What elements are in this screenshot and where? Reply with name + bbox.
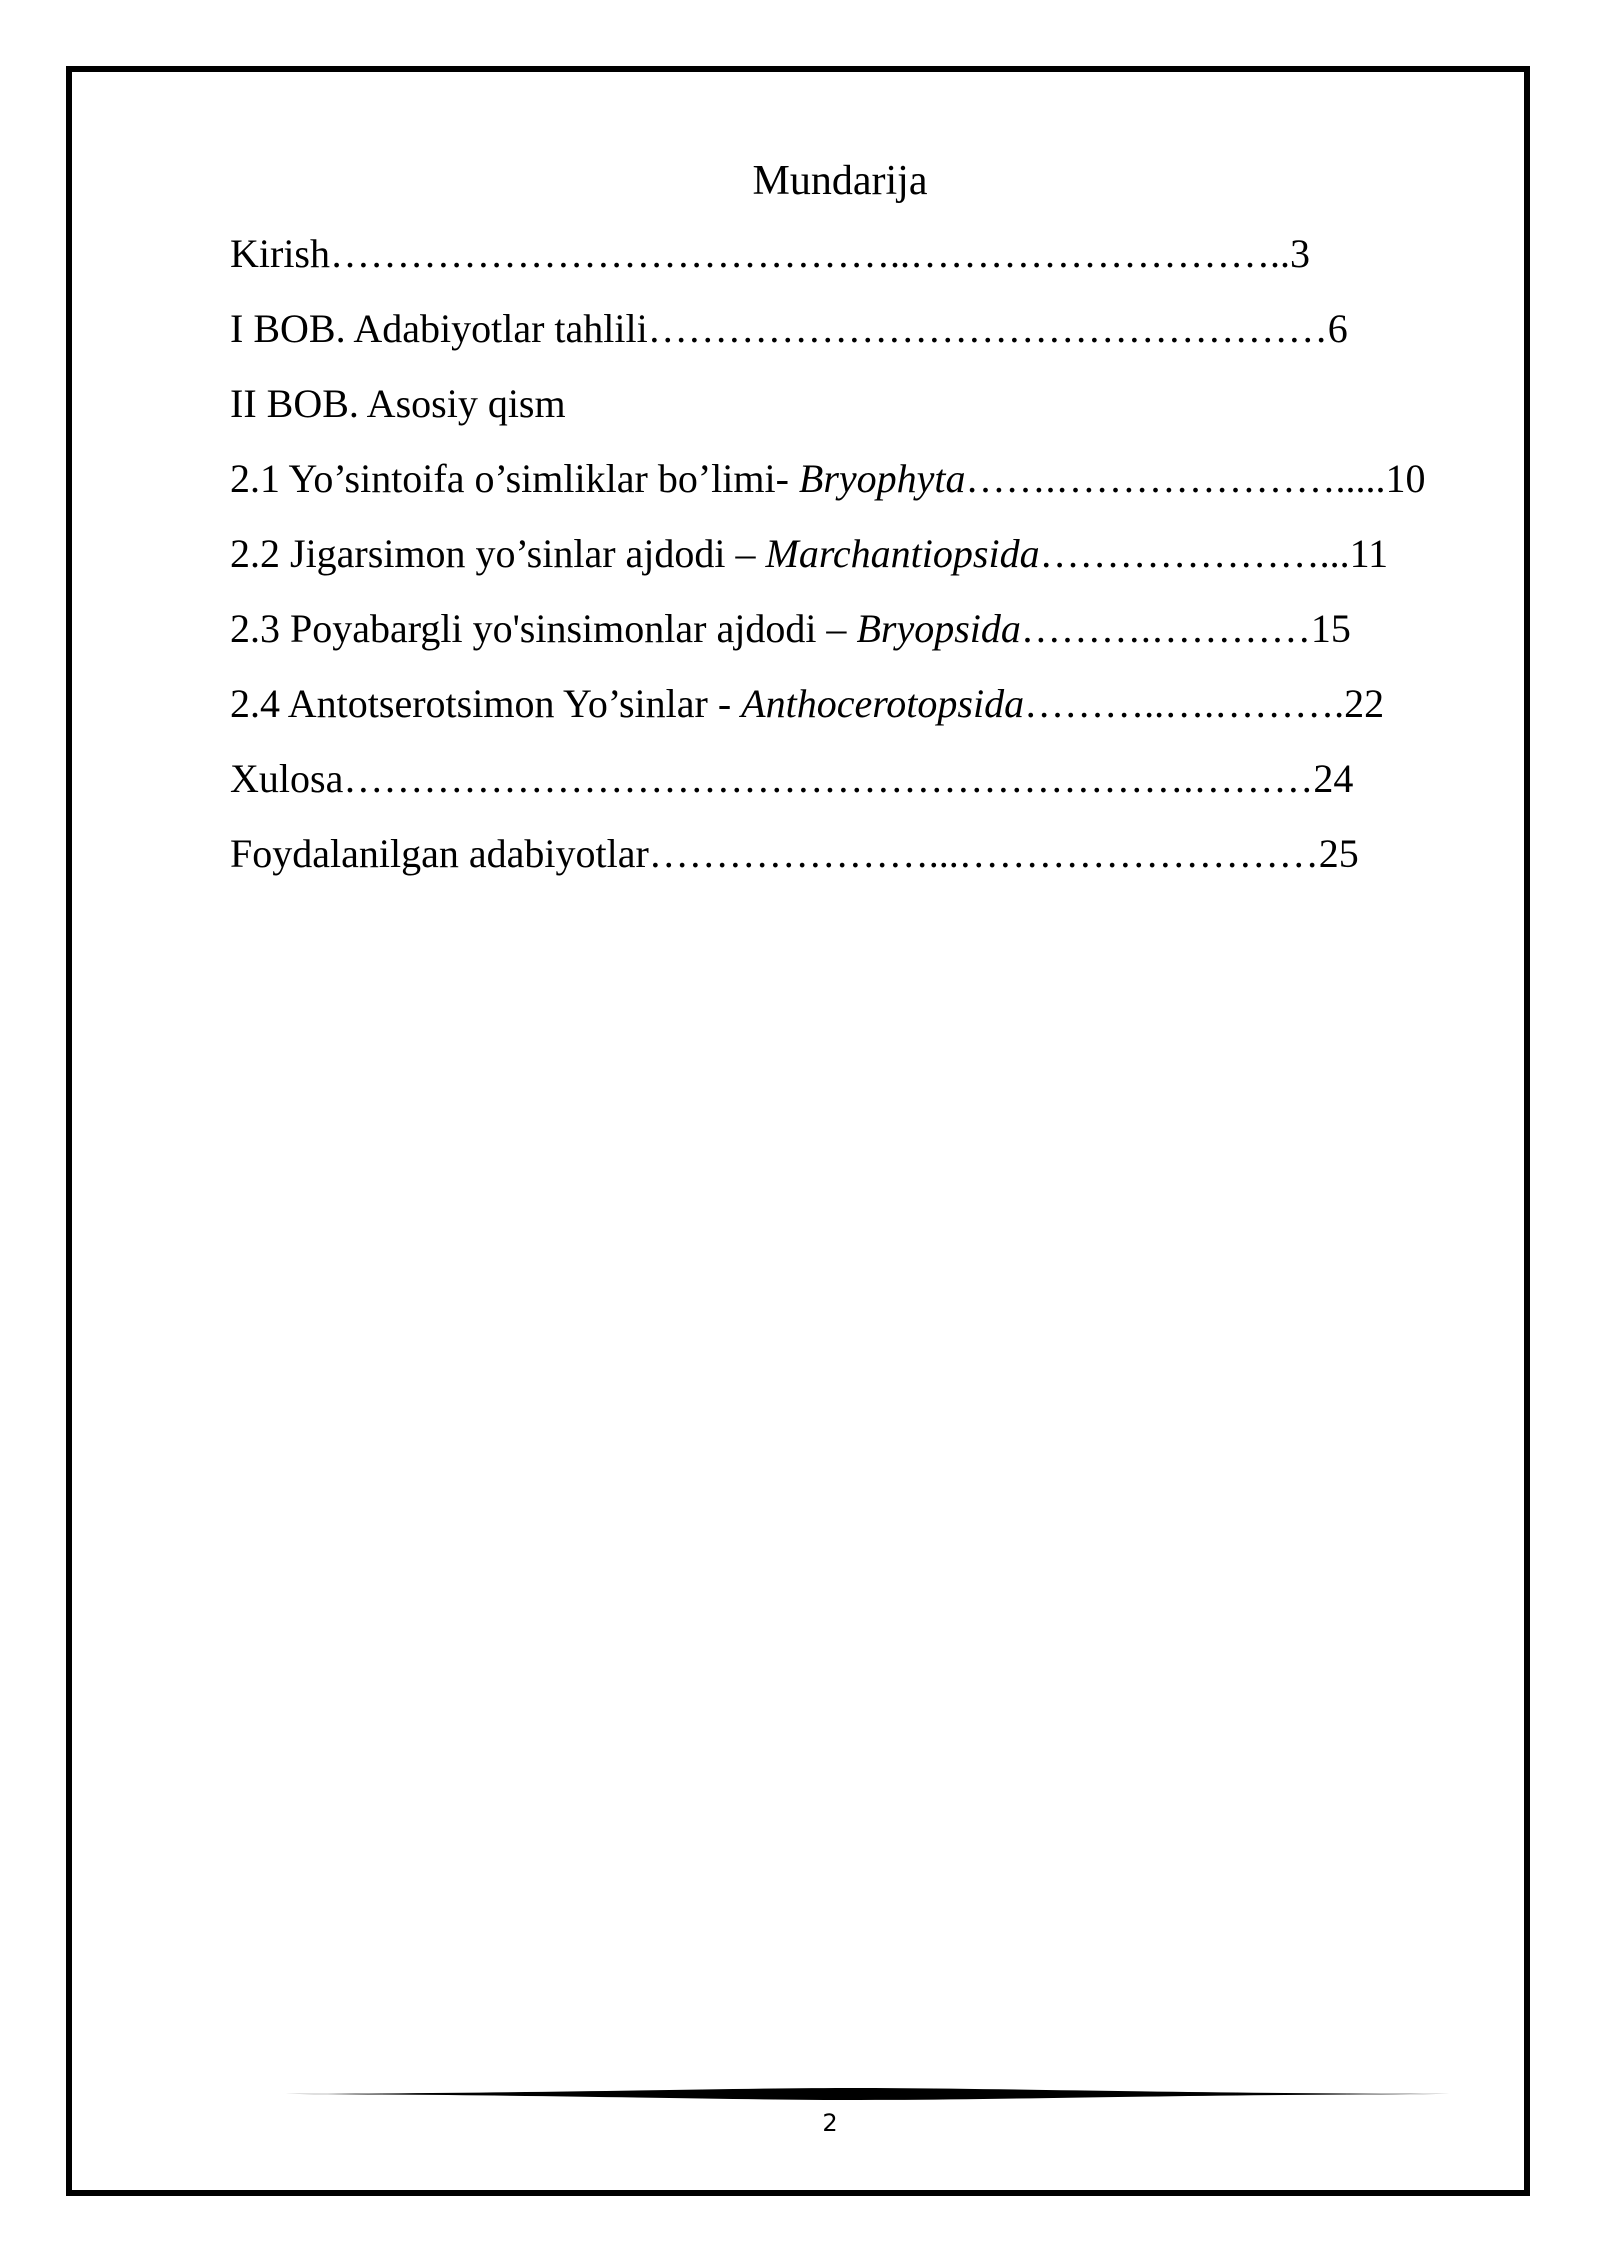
- toc-entry-label: II BOB. Asosiy qism: [230, 381, 566, 426]
- toc-entry-label: 2.1 Yo’sintoifa o’simliklar bo’limi-: [230, 456, 799, 501]
- toc-entry-page: 22: [1344, 681, 1385, 726]
- toc-entry-leader: ……………………………………..………………………..: [330, 231, 1290, 276]
- toc-entry-leader: …….………………….....: [965, 456, 1386, 501]
- toc-entry[interactable]: [230, 449, 1488, 524]
- toc-entry-label: Foydalanilgan adabiyotlar: [230, 831, 649, 876]
- toc-entry-label: I BOB. Adabiyotlar tahlili: [230, 306, 648, 351]
- toc-entry-italic: Anthocerotopsida: [741, 681, 1025, 726]
- toc-entry[interactable]: [230, 674, 1488, 749]
- page-title: Mundarija: [752, 158, 928, 204]
- toc-entry-page: 25: [1318, 831, 1359, 876]
- toc-entry-leader: ……….…………: [1020, 606, 1311, 651]
- toc-entry-label: 2.3 Poyabargli yo'sinsimonlar ajdodi –: [230, 606, 857, 651]
- page-number: 2: [822, 2109, 838, 2137]
- toc-entry-label: 2.2 Jigarsimon yo’sinlar ajdodi –: [230, 531, 766, 576]
- table-of-contents: [230, 224, 1488, 899]
- toc-entry-page: 15: [1310, 606, 1351, 651]
- toc-entry-italic: Marchantiopsida: [765, 531, 1040, 576]
- toc-entry[interactable]: [230, 224, 1488, 299]
- toc-entry-leader: …………………...………………………: [648, 831, 1319, 876]
- toc-entry-leader: …………………...: [1039, 531, 1350, 576]
- toc-entry-page: 10: [1385, 456, 1426, 501]
- toc-entry[interactable]: [230, 824, 1488, 899]
- footer-divider: [270, 2086, 1450, 2102]
- toc-entry-leader: ………..….……….: [1024, 681, 1345, 726]
- toc-entry-leader: ……………………………………………: [647, 306, 1328, 351]
- toc-entry[interactable]: [230, 374, 1488, 449]
- toc-entry-page: 3: [1290, 231, 1310, 276]
- toc-entry-page: 6: [1327, 306, 1348, 351]
- toc-entry-page: 24: [1313, 756, 1354, 801]
- toc-entry[interactable]: [230, 749, 1488, 824]
- toc-entry-italic: Bryopsida: [856, 606, 1021, 651]
- toc-entry-label: 2.4 Antotserotsimon Yo’sinlar -: [230, 681, 742, 726]
- toc-entry-page: 11: [1349, 531, 1389, 576]
- toc-entry[interactable]: [230, 524, 1488, 599]
- toc-entry-italic: Bryophyta: [798, 456, 966, 501]
- toc-entry[interactable]: [230, 599, 1488, 674]
- toc-entry-label: Xulosa: [230, 756, 344, 801]
- toc-entry[interactable]: [230, 299, 1488, 374]
- toc-entry-label: Kirish: [230, 231, 330, 276]
- toc-entry-leader: ……………………………………………………….………: [343, 756, 1314, 801]
